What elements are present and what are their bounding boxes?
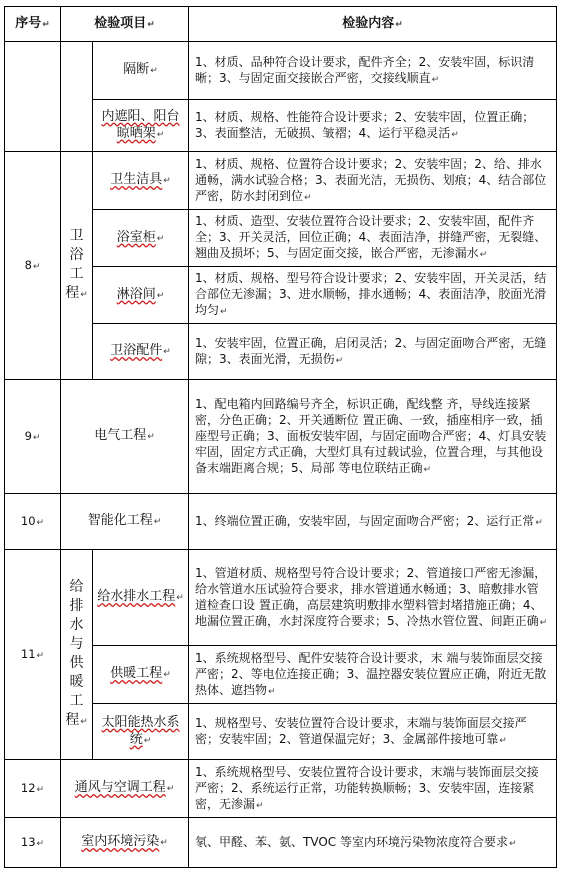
sub-item-shower: 淋浴间↵	[93, 267, 189, 324]
content-electrical: 1、配电箱内回路编号齐全，标识正确，配线整 齐，导线连接紧密，分色正确；2、开关通断位 置正确、一致，插座相序一致，插座型号正确；3、面板安装牢固，与固定面吻合严密；4、灯具安装牢固，固定方式正确，大型灯具有过载试验，位置合理，与其他设备末端距离合规；5、局部 等电位联结正确↵	[189, 380, 557, 494]
header-content: 检验内容↵	[189, 7, 557, 42]
table-row	[5, 152, 557, 210]
sub-item-bathroom-cabinet: 浴室柜↵	[93, 210, 189, 267]
row-number-8: 8↵	[5, 152, 61, 380]
table-row	[5, 380, 557, 494]
table-row	[5, 42, 557, 100]
category-indoor-pollution: 室内环境污染↵	[61, 818, 189, 868]
category-hvac: 通风与空调工程↵	[61, 760, 189, 818]
table-row	[5, 760, 557, 818]
content-solar-water: 1、规格型号、安装位置符合设计要求，末端与装饰面层交接严密；安装牢固；2、管道保温完好；3、金属部件接地可靠↵	[189, 704, 557, 760]
sub-item-partition: 隔断↵	[93, 42, 189, 100]
content-indoor-pollution: 氡、甲醛、苯、氨、TVOC 等室内环境污染物浓度符合要求↵	[189, 818, 557, 868]
table-row	[5, 818, 557, 868]
sub-item-bath-fittings: 卫浴配件↵	[93, 324, 189, 380]
header-no: 序号↵	[5, 7, 61, 42]
category-water-heating: 给排水与供暖工程↵	[61, 550, 93, 760]
row-number-9: 9↵	[5, 380, 61, 494]
category-intelligent: 智能化工程↵	[61, 494, 189, 550]
sub-item-curtain: 内遮阳、阳台晾晒架↵	[93, 100, 189, 152]
row-number-blank	[5, 42, 61, 152]
content-curtain: 1、材质、规格、性能符合设计要求；2、安装牢固，位置正确；3、表面整洁，无破损、皱褶；4、运行平稳灵活↵	[189, 100, 557, 152]
content-partition: 1、材质、品种符合设计要求，配件齐全；2、安装牢固，标识清晰；3、与固定面交接嵌合严密，交接线顺直↵	[189, 42, 557, 100]
row-number-11: 11↵	[5, 550, 61, 760]
inspection-table	[4, 6, 557, 868]
row-number-10: 10↵	[5, 494, 61, 550]
row-number-12: 12↵	[5, 760, 61, 818]
content-heating: 1、系统规格型号、配件安装符合设计要求，末 端与装饰面层交接严密；2、等电位连接正确；3、温控器安装位置应正确，附近无散热体、遮挡物↵	[189, 646, 557, 704]
category-blank	[61, 42, 93, 152]
category-sanitary: 卫浴工程↵	[61, 152, 93, 380]
category-electrical: 电气工程↵	[61, 380, 189, 494]
content-shower: 1、材质、规格、型号符合设计要求；2、安装牢固，开关灵活，结合部位无渗漏；3、进水顺畅，排水通畅；4、表面洁净，胶面光滑均匀↵	[189, 267, 557, 324]
header-row	[5, 7, 557, 42]
table-row	[5, 494, 557, 550]
sub-item-sanitary-ware: 卫生洁具↵	[93, 152, 189, 210]
header-item: 检验项目↵	[61, 7, 189, 42]
sub-item-water-supply: 给水排水工程↵	[93, 550, 189, 646]
table-row	[5, 550, 557, 646]
content-sanitary-ware: 1、材质、规格、位置符合设计要求；2、安装牢固；2、给、排水通畅，满水试验合格；3、表面光洁，无损伤、划痕；4、结合部位严密，防水封闭到位↵	[189, 152, 557, 210]
sub-item-solar-water: 太阳能热水系统↵	[93, 704, 189, 760]
content-bathroom-cabinet: 1、材质、造型、安装位置符合设计要求；2、安装牢固，配件齐全；3、开关灵活，回位正确；4、表面洁净，拼缝严密，无裂缝、翘曲及损坏；5、与固定面交接，嵌合严密，无渗漏水↵	[189, 210, 557, 267]
row-number-13: 13↵	[5, 818, 61, 868]
sub-item-heating: 供暖工程↵	[93, 646, 189, 704]
content-bath-fittings: 1、安装牢固，位置正确，启闭灵活；2、与固定面吻合严密，无缝隙；3、表面光滑，无损伤↵	[189, 324, 557, 380]
content-intelligent: 1、终端位置正确，安装牢固，与固定面吻合严密；2、运行正常↵	[189, 494, 557, 550]
content-water-supply: 1、管道材质、规格型号符合设计要求；2、管道接口严密无渗漏，给水管道水压试验符合要求，排水管道通水畅通；3、暗敷排水管道检查口设 置正确，高层建筑明敷排水塑料管封堵措施正确；4、地漏位置正确，水封深度符合要求；5、冷热水管位置、间距正确↵	[189, 550, 557, 646]
content-hvac: 1、系统规格型号、安装位置符合设计要求，末端与装饰面层交接严密；2、系统运行正常，功能转换顺畅；3、安装牢固，连接紧密，无渗漏↵	[189, 760, 557, 818]
